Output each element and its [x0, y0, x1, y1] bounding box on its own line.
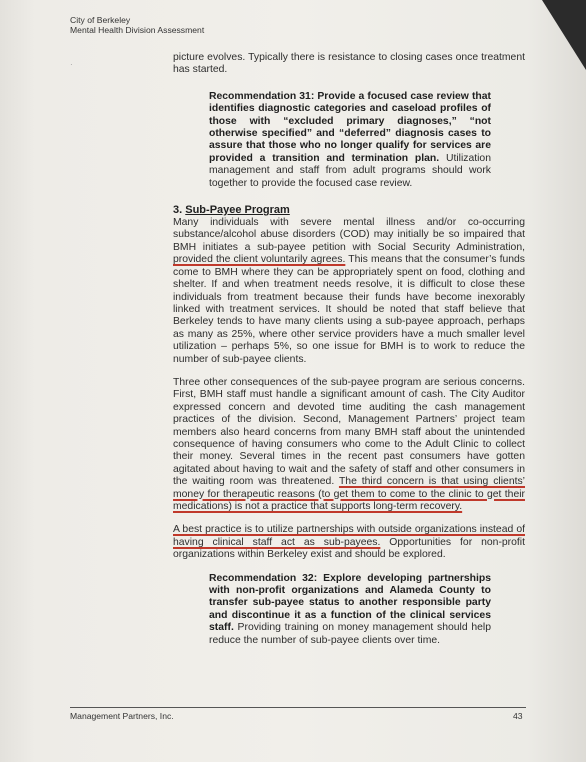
page-number: 43 — [513, 711, 523, 721]
scan-speck: · — [70, 60, 73, 69]
recommendation-32 — [209, 573, 491, 647]
para1-text-before: Many individuals with severe mental illness and/or co-occurring substance/alcohol abuse disorders (COD) may initially be so impaired that BMH initiates a sub-payee petition with Social Security Administration, — [173, 217, 525, 253]
para1-text-after: This means that the consumer’s funds come to BMH where they can be appropriately spent on food, clothing and shelter. If and when treatment needs resolve, it is difficult to close these individuals from treatment because their funds have become inexorably linked with treatment services. It should be noted that staff believe that Berkeley tends to have many clients using a sub-payee approach, perhaps as many as 25%, where other service providers have a much smaller level utilization – perhaps 5%, so one issue for BMH is to work to reduce the number of sub-payee clients. — [173, 254, 526, 365]
intro-paragraph: picture evolves. Typically there is resistance to closing cases once treatment has started. — [173, 52, 525, 76]
para2-text-before: Three other consequences of the sub-payee program are serious concerns. First, BMH staff must handle a significant amount of cash. The City Auditor expressed concern and devoted time auditing the cash management practices of the division. Second, Management Partners’ project team members also heard concerns from many BMH staff about the unintended consequence of having consumers who come to the Adult Clinic to collect their money. Several times in the recent past consumers have gotten agitated about having to wait and the safety of staff and other consumers in the waiting room was threatened. — [173, 376, 525, 488]
para3-text-after: Opportunities for non-profit organizations within Berkeley exist and should be explored. — [173, 536, 526, 561]
sub-payee-paragraph-3 — [173, 524, 525, 561]
header-report-title: Mental Health Division Assessment — [70, 25, 205, 35]
header-org: City of Berkeley — [70, 15, 131, 25]
footer-divider — [70, 707, 526, 708]
recommendation-31 — [209, 91, 491, 190]
page-body — [173, 52, 525, 647]
footer-company: Management Partners, Inc. — [70, 711, 174, 721]
para2-highlight: The third concern is that using clients’ money for therapeutic reasons (to get them to come to the clinic to get their medications) is not a practice that supports long-term recovery. — [173, 476, 525, 512]
recommendation-32-text: Providing training on money management should help reduce the number of sub-payee clients over time. — [209, 622, 491, 646]
section-title: Sub-Payee Program — [185, 204, 290, 217]
sub-payee-paragraph-1 — [173, 217, 525, 366]
recommendation-31-bold: Recommendation 31: Provide a focused case review that identifies diagnostic categories and caseload profiles of those with “excluded primary diagnoses,” “not otherwise specified” and “deferred” diagnosis cases to assure that those who no longer qualify for services are provided a transition and termination plan. — [209, 90, 491, 164]
recommendation-32-bold: Recommendation 32: Explore developing partnerships with non-profit organizations and Alameda County to transfer sub-payee status to another responsible party and discontinue it as a function of the clinical services staff. — [209, 572, 491, 634]
para3-highlight: A best practice is to utilize partnerships with outside organizations instead of having clinical staff act as sub-payees. — [173, 524, 525, 548]
page-header — [70, 15, 204, 35]
section-heading — [173, 204, 525, 217]
recommendation-31-text: Utilization management and staff from adult programs should work together to provide the focused case review. — [209, 152, 491, 189]
scan-corner-shadow — [542, 0, 586, 70]
para1-highlight: provided the client voluntarily agrees. — [173, 254, 346, 266]
section-number: 3. — [173, 204, 183, 217]
sub-payee-paragraph-2 — [173, 377, 525, 513]
